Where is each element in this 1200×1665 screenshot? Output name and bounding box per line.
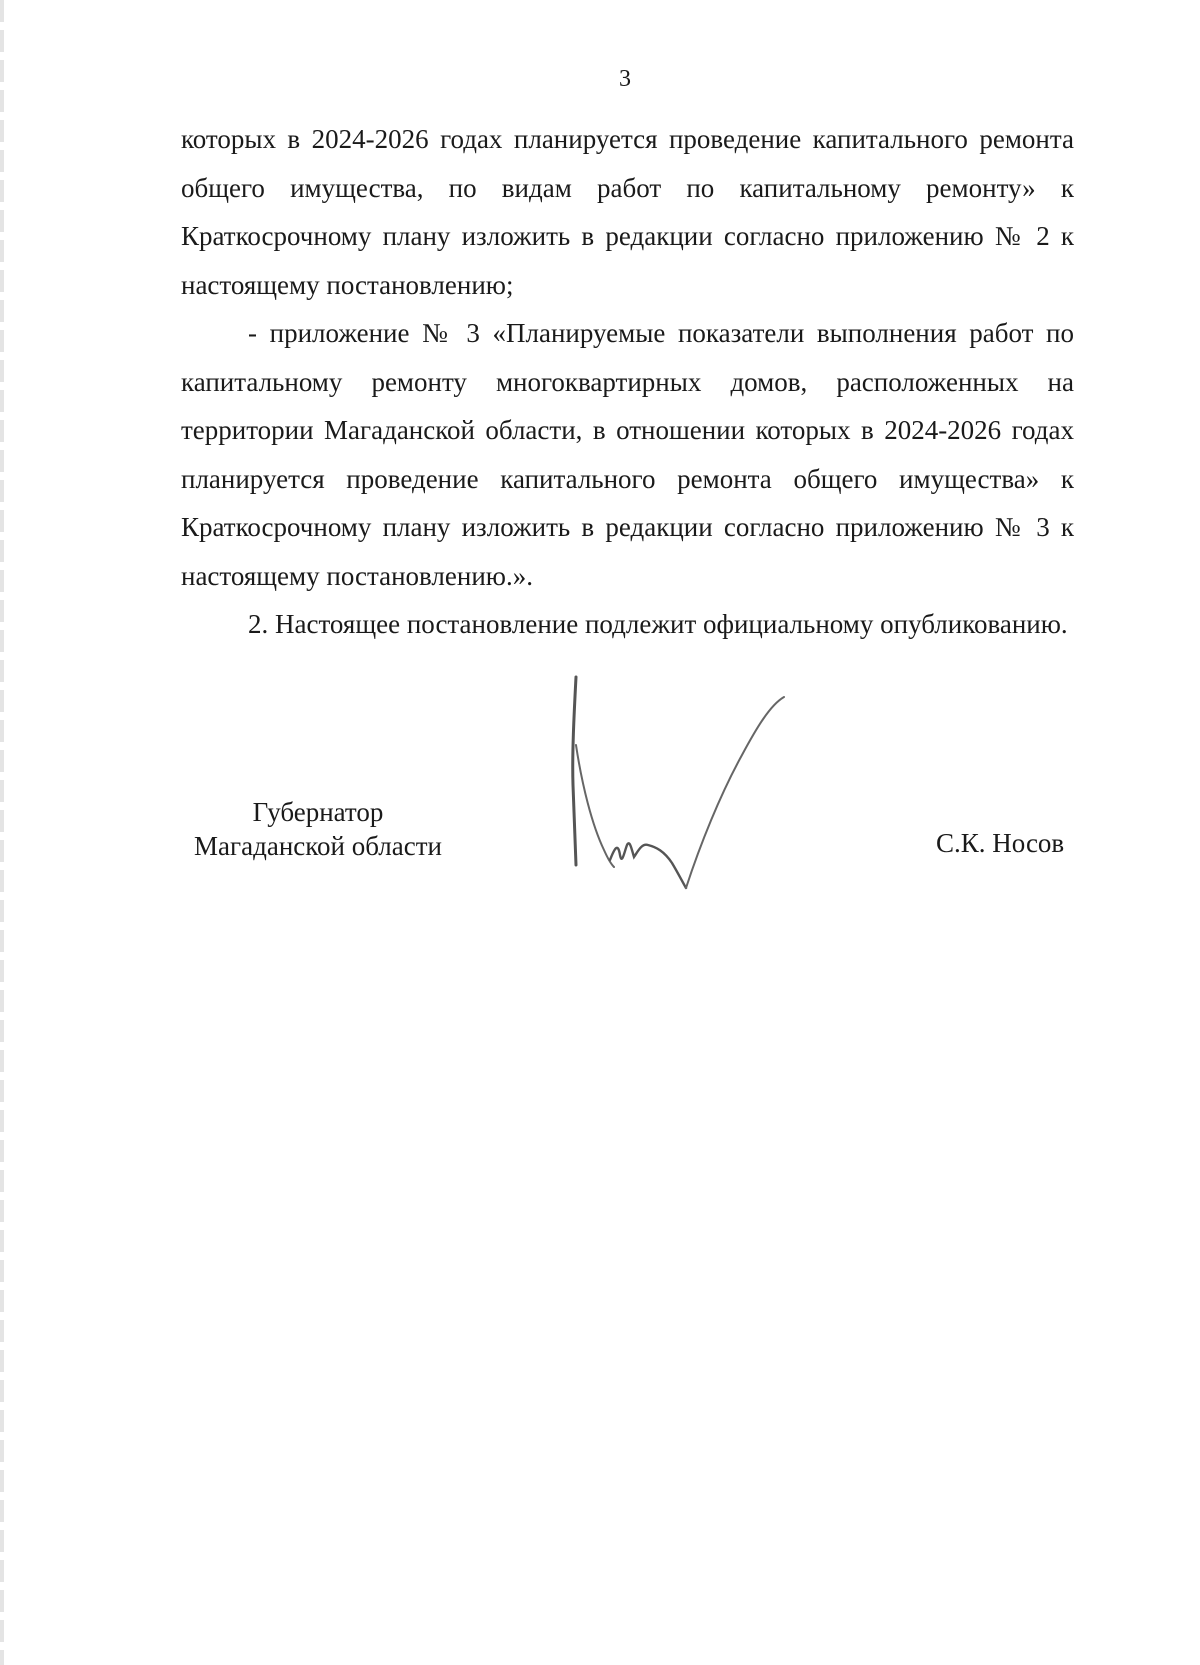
signatory-position-line-1: Губернатор (252, 797, 384, 827)
paragraph-publication: 2. Настоящее постановление подлежит официальному опубликованию. (248, 609, 1068, 639)
page-number: 3 (619, 66, 631, 92)
handwritten-signature (560, 675, 820, 905)
signatory-position (178, 795, 458, 863)
paragraph-continuation: которых в 2024-2026 годах планируется проведение капитального ремонта общего имущества, по видам работ по капитальному ремонту» к Краткосрочному плану изложить в редакции согласно приложению № 2 к настоящему постановлению; (181, 124, 1074, 300)
scan-edge-artifact (0, 0, 4, 1665)
document-body (181, 115, 1074, 649)
signatory-name: С.К. Носов (936, 828, 1065, 858)
signatory-position-line-2: Магаданской области (194, 831, 442, 861)
paragraph-appendix-3: - приложение № 3 «Планируемые показатели выполнения работ по капитальному ремонту многоквартирных домов, расположенных на территории Магаданской области, в отношении которых в 2024-2026 годах планируется проведение капитального ремонта общего имущества» к Краткосрочному плану изложить в редакции согласно приложению № 3 к настоящему постановлению.». (181, 318, 1074, 591)
